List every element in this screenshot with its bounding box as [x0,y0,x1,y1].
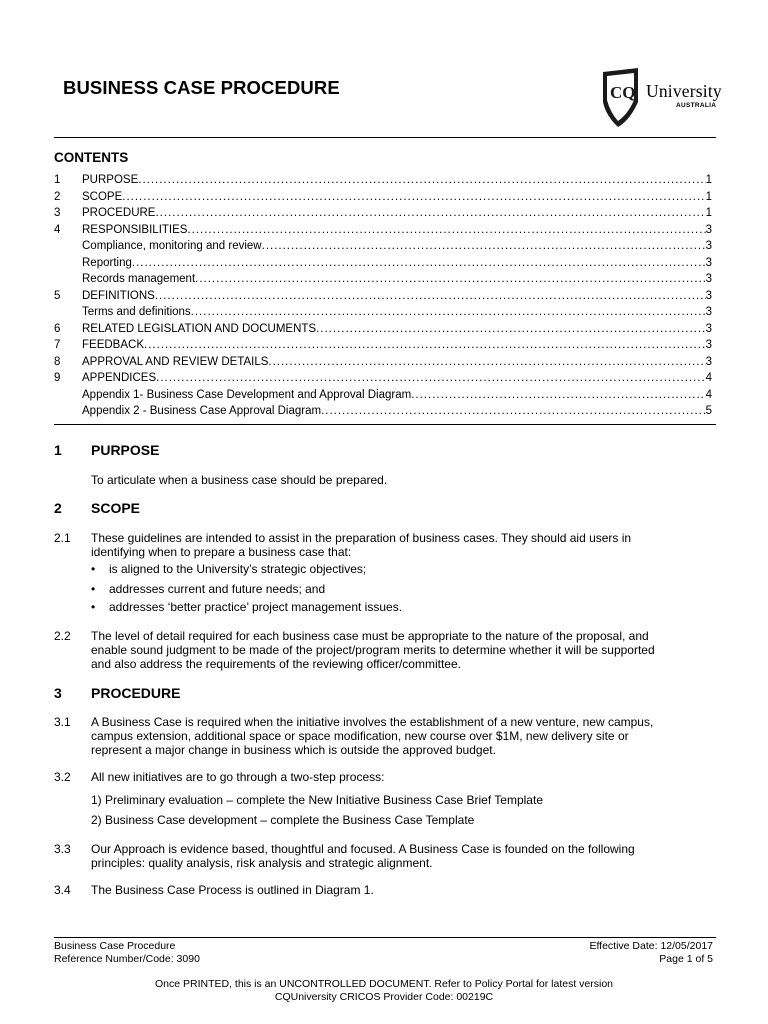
uncontrolled-document-notice: Once PRINTED, this is an UNCONTROLLED DOCUMENT. Refer to Policy Portal for latest version [154,978,614,990]
paragraph-line: All new initiatives are to go through a two-step process: [91,770,385,784]
toc-dot-leader [138,172,705,189]
cquniversity-logo [600,64,722,128]
paragraph-line: campus extension, additional space or space modification, new course over $1M, new delivery site or [91,729,629,743]
toc-dot-leader [411,387,705,404]
toc-entry-number: 6 [54,322,61,335]
header-divider [54,137,716,138]
paragraph-number: 2.2 [54,629,71,643]
footer-effective-date: Effective Date: 12/05/2017 [589,940,713,952]
toc-dot-leader [262,238,706,255]
document-title: BUSINESS CASE PROCEDURE [63,77,340,98]
paragraph-line: The Business Case Process is outlined in Diagram 1. [91,883,374,897]
purpose-text: To articulate when a business case should be prepared. [91,473,388,487]
toc-entry-page: 3 [705,223,712,236]
bullet-item: addresses current and future needs; and [109,582,326,596]
paragraph-line: represent a major change in business which is outside the approved budget. [91,743,496,757]
toc-entry-page: 3 [705,339,712,351]
toc-entry[interactable] [54,288,712,305]
paragraph-number: 3.1 [54,715,71,729]
toc-dot-leader [268,354,705,371]
paragraph-line: Our Approach is evidence based, thoughtful and focused. A Business Case is founded on the following [91,842,635,856]
toc-entry-number: 1 [54,174,61,186]
toc-dot-leader [316,321,706,338]
toc-entry-number: 9 [54,372,61,384]
toc-entry-number: 8 [54,355,61,368]
paragraph-line: The level of detail required for each business case must be appropriate to the nature of the proposal, and [91,629,649,643]
toc-entry-label: Appendix 1- Business Case Development and Approval Diagram [82,388,412,401]
bullet-marker: • [91,600,96,614]
toc-entry[interactable] [54,321,712,338]
bullet-item: is aligned to the University’s strategic objectives; [109,562,367,576]
toc-entry[interactable] [54,370,712,387]
footer-divider [54,937,716,938]
section-heading-purpose: PURPOSE [91,442,160,458]
toc-entry-label: FEEDBACK [82,339,144,351]
toc-entry-page: 3 [705,306,712,318]
section-number: 1 [54,442,62,458]
toc-entry[interactable] [54,205,712,222]
toc-dot-leader [144,337,706,354]
process-step: 2) Business Case development – complete the Business Case Template [91,813,475,827]
toc-entry-page: 5 [705,405,712,417]
toc-entry-label: Terms and definitions [82,306,191,318]
toc-entry[interactable] [54,271,712,288]
toc-entry-page: 3 [705,355,712,368]
toc-entry-page: 3 [705,289,712,302]
toc-entry[interactable] [54,403,712,420]
toc-entry[interactable] [54,387,712,404]
toc-entry-label: PURPOSE [82,174,139,186]
toc-entry-label: APPROVAL AND REVIEW DETAILS [82,355,269,368]
toc-entry[interactable] [54,238,712,255]
logo-subtitle: AUSTRALIA [676,102,717,109]
toc-entry-label: SCOPE [82,190,123,203]
toc-entry-page: 3 [705,256,712,269]
toc-dot-leader [155,288,706,305]
footer-document-name: Business Case Procedure [54,940,176,952]
toc-dot-leader [122,189,705,206]
toc-entry[interactable] [54,304,712,321]
toc-entry[interactable] [54,354,712,371]
toc-dot-leader [191,304,706,321]
toc-entry[interactable] [54,222,712,239]
toc-dot-leader [195,271,705,288]
toc-dot-leader [187,222,705,239]
toc-entry-number: 7 [54,339,61,351]
contents-heading: CONTENTS [54,150,129,165]
toc-dot-leader [321,403,706,420]
svg-text:CQ: CQ [610,83,636,102]
footer-page-number: Page 1 of 5 [659,953,713,965]
section-number: 3 [54,685,62,701]
toc-dot-leader [132,255,706,272]
paragraph-number: 3.4 [54,883,71,897]
process-step: 1) Preliminary evaluation – complete the New Initiative Business Case Brief Template [91,793,543,807]
toc-entry-page: 4 [705,372,712,384]
toc-entry[interactable] [54,337,712,354]
toc-entry-label: Reporting [82,256,132,269]
paragraph-line: and also address the requirements of the reviewing officer/committee. [91,657,461,671]
toc-entry[interactable] [54,189,712,206]
contents-divider [54,424,716,425]
toc-entry-page: 1 [705,207,712,219]
toc-entry-label: RELATED LEGISLATION AND DOCUMENTS [82,322,317,335]
toc-entry-page: 4 [705,388,712,401]
toc-entry-label: Appendix 2 - Business Case Approval Diagram [82,405,322,417]
logo-wordmark: University [646,81,722,101]
toc-entry-number: 4 [54,223,61,236]
paragraph-line: A Business Case is required when the initiative involves the establishment of a new venture, new campus, [91,715,654,729]
section-heading-procedure: PROCEDURE [91,685,181,701]
toc-entry-number: 3 [54,207,61,219]
toc-entry[interactable] [54,172,712,189]
toc-entry-page: 3 [705,240,712,252]
toc-entry-label: DEFINITIONS [82,289,155,302]
toc-entry-label: Records management [82,273,196,285]
toc-entry[interactable] [54,255,712,272]
toc-entry-label: RESPONSIBILITIES [82,223,188,236]
paragraph-number: 2.1 [54,531,71,545]
bullet-marker: • [91,582,96,596]
toc-entry-page: 1 [705,174,712,186]
footer-reference-code: Reference Number/Code: 3090 [54,953,200,965]
paragraph-line: identifying when to prepare a business case that: [91,545,352,559]
section-heading-scope: SCOPE [91,500,141,516]
toc-entry-label: APPENDICES [82,372,157,384]
paragraph-number: 3.3 [54,842,71,856]
paragraph-line: principles: quality analysis, risk analysis and strategic alignment. [91,856,433,870]
paragraph-line: enable sound judgment to be made of the project/program merits to determine whether it will be supported [91,643,655,657]
paragraph-line: These guidelines are intended to assist in the preparation of business cases. They should aid users in [91,531,632,545]
paragraph-number: 3.2 [54,770,71,784]
bullet-marker: • [91,562,96,576]
table-of-contents [54,172,712,420]
cricos-provider-code: CQUniversity CRICOS Provider Code: 00219C [274,991,494,1003]
toc-entry-page: 3 [705,273,712,285]
bullet-item: addresses ‘better practice’ project management issues. [109,600,403,614]
toc-dot-leader [156,370,705,387]
section-number: 2 [54,500,62,516]
toc-entry-page: 3 [705,322,712,335]
toc-entry-label: PROCEDURE [82,207,156,219]
toc-entry-number: 2 [54,190,61,203]
toc-entry-page: 1 [705,190,712,203]
toc-entry-label: Compliance, monitoring and review [82,240,262,252]
toc-dot-leader [155,205,705,222]
toc-entry-number: 5 [54,289,61,302]
